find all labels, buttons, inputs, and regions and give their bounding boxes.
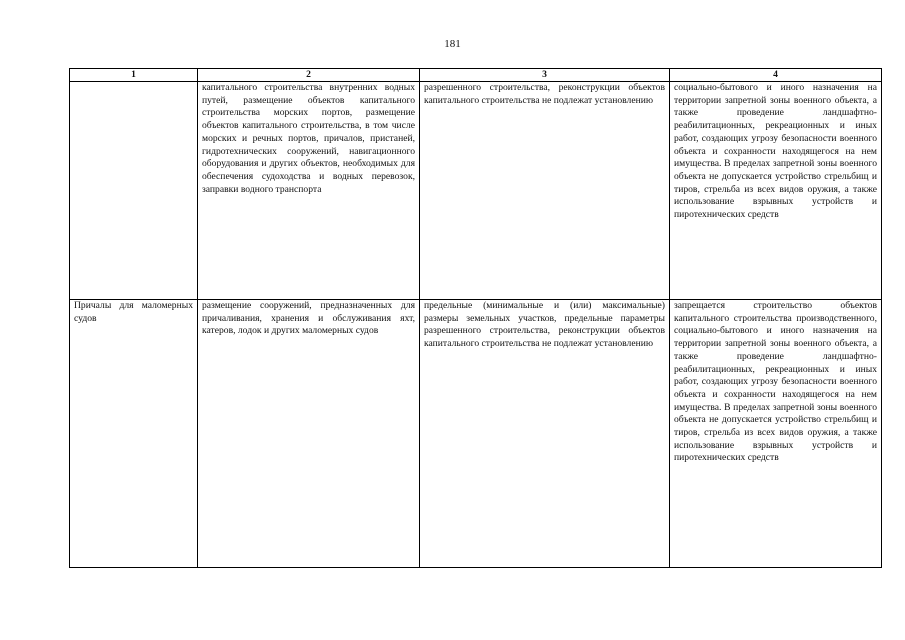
row-1-parameters: разрешенного строительства, реконструкции объектов капитального строительства не подлежат установлению <box>420 82 670 300</box>
row-2-parameters: предельные (минимальные и (или) максимальные) размеры земельных участков, предельные параметры разрешенного строительства, реконструкции объектов капитального строительства не подлежат установлению <box>420 300 670 568</box>
row-1-use-description: капитального строительства внутренних водных путей, размещение объектов капитального строительства морских портов, размещение объектов капитального строительства, в том числе морских и речных портов, причалов, пристаней, гидротехнических сооружений, навигационного оборудования и других объектов, необходимых для обеспечения судоходства и водных перевозок, заправки водного транспорта <box>198 82 420 300</box>
column-header-2: 2 <box>198 69 420 82</box>
table-header-row <box>70 69 882 82</box>
row-2-use-name: Причалы для маломерных судов <box>70 300 198 568</box>
row-1-use-name <box>70 82 198 300</box>
row-2-restrictions: запрещается строительство объектов капитального строительства производственного, социально-бытового и иного назначения на территории запретной зоны военного объекта, а также проведение ландшафтно-реабилитационных, рекреационных и иных работ, создающих угрозу безопасности военного объекта и сохранности находящегося на нем имущества. В пределах запретной зоны военного объекта не допускается устройство стрельбищ и тиров, стрельба из всех видов оружия, а также использование взрывных устройств и пиротехнических средств <box>670 300 882 568</box>
column-header-3: 3 <box>420 69 670 82</box>
row-2-use-description: размещение сооружений, предназначенных для причаливания, хранения и обслуживания яхт, катеров, лодок и других маломерных судов <box>198 300 420 568</box>
table-row <box>70 82 882 300</box>
table-row <box>70 300 882 568</box>
page-number: 181 <box>444 38 461 50</box>
column-header-4: 4 <box>670 69 882 82</box>
column-header-1: 1 <box>70 69 198 82</box>
regulations-table <box>69 68 882 568</box>
row-1-restrictions: социально-бытового и иного назначения на территории запретной зоны военного объекта, а также проведение ландшафтно-реабилитационных, рекреационных и иных работ, создающих угрозу безопасности военного объекта и сохранности находящегося на нем имущества. В пределах запретной зоны военного объекта не допускается устройство стрельбищ и тиров, стрельба из всех видов оружия, а также использование взрывных устройств и пиротехнических средств <box>670 82 882 300</box>
